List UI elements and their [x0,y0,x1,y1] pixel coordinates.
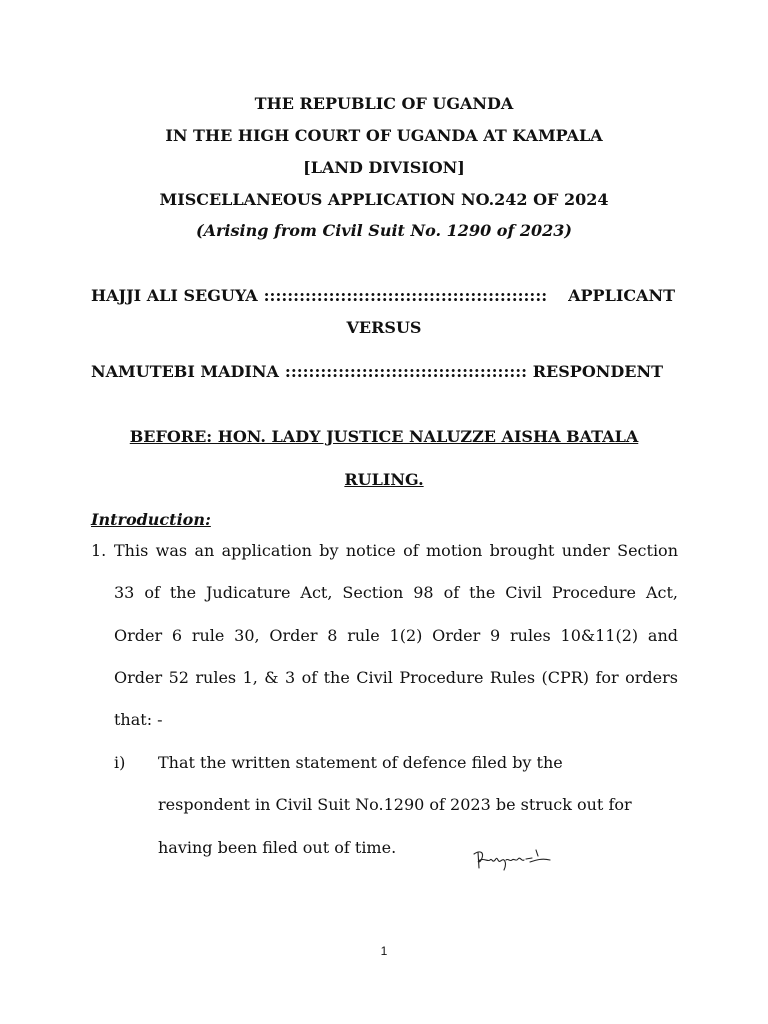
para1-line4: Order 52 rules 1, & 3 of the Civil Procedure Rules (CPR) for orders [114,668,678,687]
header-arising-from: (Arising from Civil Suit No. 1290 of 2023) [196,221,572,240]
item-i-marker: i) [114,753,126,772]
judge-signature-icon [470,842,556,874]
respondent-dots: ::::::::::::::::::::::::::::::::::::::::: [284,362,527,381]
para1-line2: 33 of the Judicature Act, Section 98 of the Civil Procedure Act, [114,583,678,602]
item-i-line3: having been filed out of time. [158,838,397,857]
header-division: [LAND DIVISION] [303,158,465,177]
applicant-dots: :::::::::::::::::::::::::::::::::::::::::::::::: [263,286,548,305]
applicant-row [91,286,675,305]
header-republic: THE REPUBLIC OF UGANDA [254,94,514,113]
versus-label: VERSUS [346,318,422,337]
ruling-title: RULING. [344,470,424,489]
item-i-line1: That the written statement of defence filed by the [158,753,563,772]
header-court: IN THE HIGH COURT OF UGANDA AT KAMPALA [165,126,603,145]
page-number: 1 [380,944,388,958]
respondent-name: NAMUTEBI MADINA [91,362,279,381]
before-judge-line: BEFORE: HON. LADY JUSTICE NALUZZE AISHA BATALA [129,427,639,446]
respondent-role: RESPONDENT [532,362,663,381]
respondent-row [91,362,663,381]
para1-line5: that: - [114,710,163,729]
para1-number: 1. [91,541,107,560]
applicant-role: APPLICANT [568,286,675,305]
item-i-line2: respondent in Civil Suit No.1290 of 2023 be struck out for [158,795,632,814]
para1-line1: This was an application by notice of motion brought under Section [114,541,678,560]
header-application-number: MISCELLANEOUS APPLICATION NO.242 OF 2024 [159,190,609,209]
para1-line3: Order 6 rule 30, Order 8 rule 1(2) Order 9 rules 10&11(2) and [114,626,678,645]
applicant-name: HAJJI ALI SEGUYA [91,286,258,305]
introduction-heading: Introduction: [91,510,211,529]
